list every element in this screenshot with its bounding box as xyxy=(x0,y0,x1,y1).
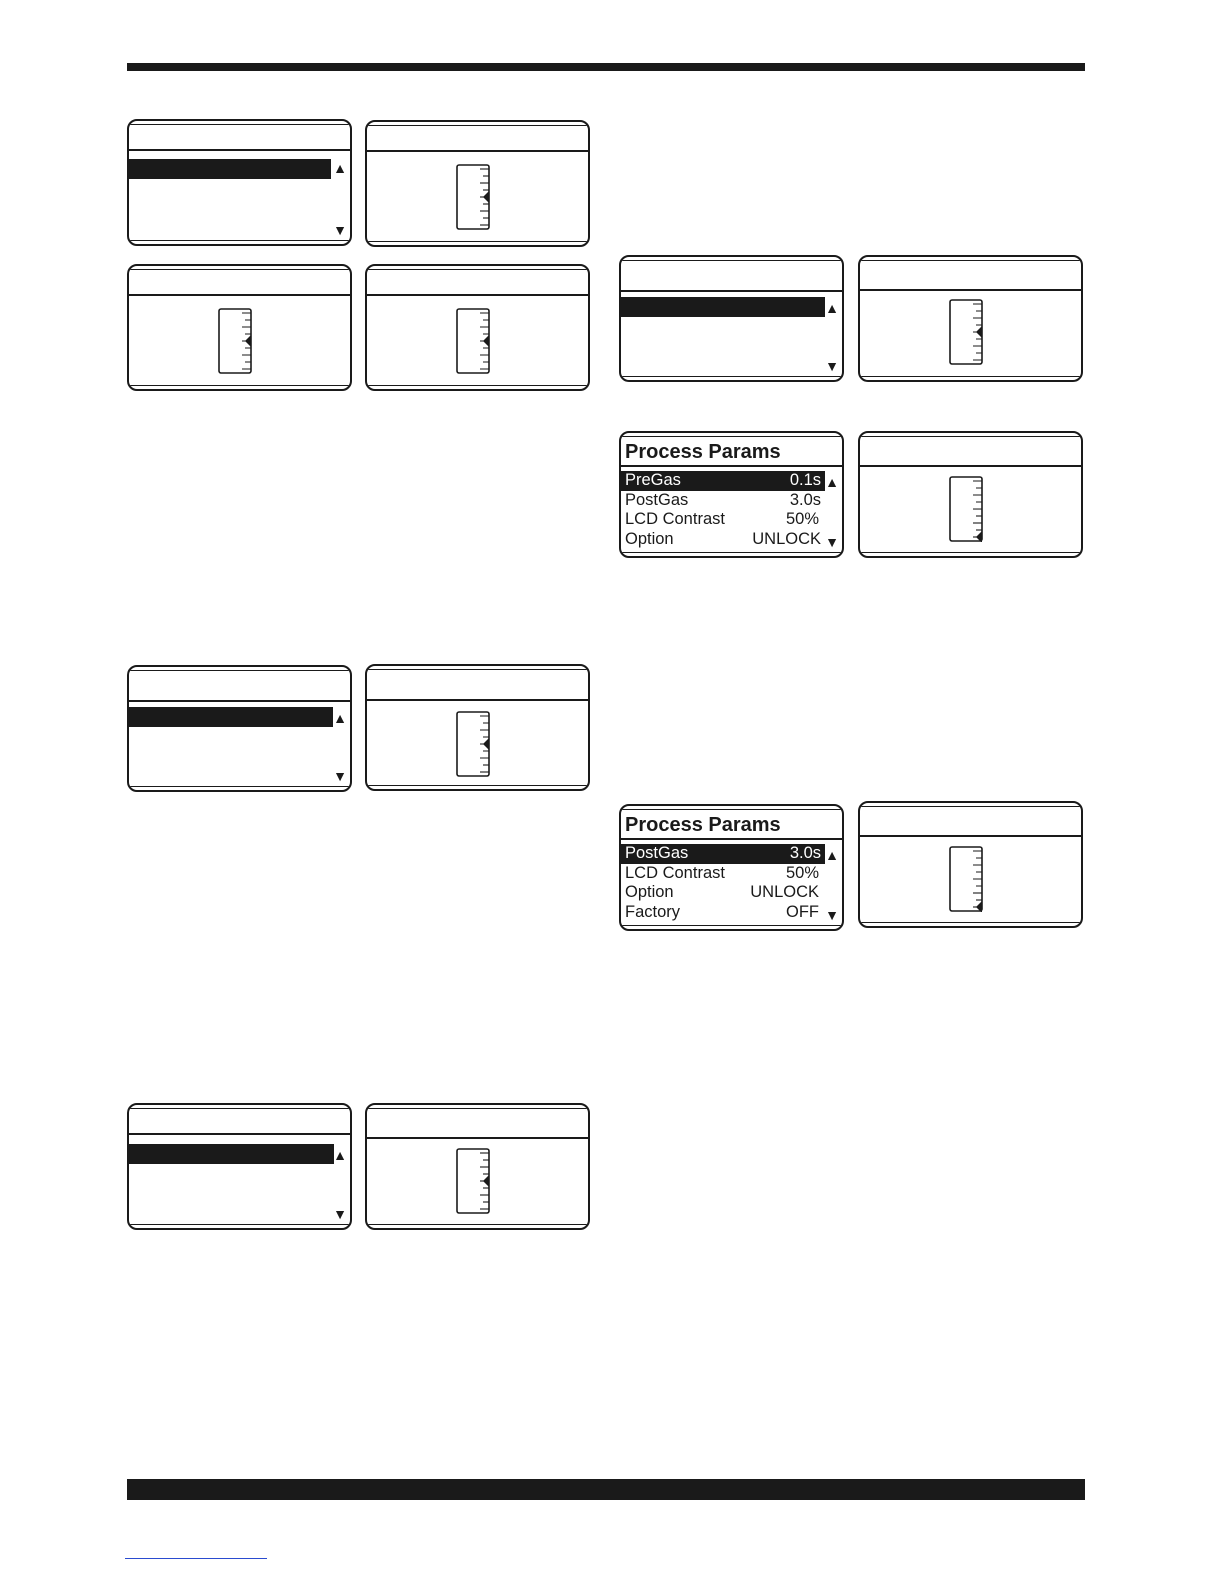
scroll-up-icon: ▲ xyxy=(825,847,839,863)
param-row-lcd-contrast[interactable] xyxy=(625,510,821,530)
param-value: 3.0s xyxy=(789,844,821,862)
screen-header xyxy=(367,266,588,296)
level-gauge xyxy=(949,846,983,912)
level-gauge xyxy=(456,164,490,230)
param-label: LCD Contrast xyxy=(625,863,725,882)
param-row-option[interactable] xyxy=(625,883,821,903)
param-row-factory[interactable] xyxy=(625,903,821,923)
screen-header xyxy=(129,1105,350,1135)
param-label: PostGas xyxy=(625,844,689,862)
screen-header xyxy=(860,257,1081,291)
scroll-up-icon: ▲ xyxy=(333,160,347,176)
level-gauge xyxy=(949,299,983,365)
screen-header xyxy=(860,433,1081,467)
screen-header xyxy=(621,257,842,292)
level-gauge xyxy=(949,476,983,542)
param-row-pregas[interactable] xyxy=(625,471,821,491)
param-list xyxy=(625,471,821,550)
param-label: LCD Contrast xyxy=(625,510,725,529)
param-value: 50% xyxy=(785,863,819,882)
selection-bar xyxy=(129,1144,334,1164)
param-label: PreGas xyxy=(625,471,681,489)
screen-header xyxy=(367,1105,588,1139)
bottom-rule xyxy=(127,1479,1085,1500)
param-row-postgas[interactable] xyxy=(625,491,821,511)
param-row-postgas[interactable] xyxy=(625,844,821,864)
param-label: Option xyxy=(625,883,674,902)
screen-header xyxy=(621,433,842,467)
screen-header xyxy=(129,121,350,151)
param-value: 3.0s xyxy=(789,490,821,509)
menu-screen-d xyxy=(619,255,844,382)
gauge-screen-e xyxy=(365,1103,590,1230)
screen-header xyxy=(621,806,842,840)
process-params-screen-1 xyxy=(619,431,844,558)
screen-header xyxy=(367,122,588,152)
footer-link-underline xyxy=(125,1558,267,1559)
menu-screen-c xyxy=(127,1103,352,1230)
level-gauge xyxy=(218,308,252,374)
selection-bar xyxy=(129,159,331,179)
scroll-down-icon: ▼ xyxy=(333,222,347,238)
screen-header xyxy=(129,667,350,702)
param-label: Factory xyxy=(625,903,681,922)
screen-header xyxy=(367,666,588,701)
gauge-screen-g xyxy=(858,431,1083,558)
param-value: UNLOCK xyxy=(752,530,821,549)
param-value: 0.1s xyxy=(789,471,821,489)
param-row-lcd-contrast[interactable] xyxy=(625,864,821,884)
param-value: UNLOCK xyxy=(750,883,819,902)
scroll-down-icon: ▼ xyxy=(825,907,839,923)
screen-header xyxy=(129,266,350,296)
param-list xyxy=(625,844,821,923)
gauge-screen-d xyxy=(365,664,590,791)
top-rule xyxy=(127,63,1085,71)
screen-header xyxy=(860,803,1081,837)
scroll-up-icon: ▲ xyxy=(825,300,839,316)
scroll-up-icon: ▲ xyxy=(333,1147,347,1163)
menu-screen-b xyxy=(127,665,352,792)
scroll-up-icon: ▲ xyxy=(825,474,839,490)
param-label: PostGas xyxy=(625,490,689,509)
scroll-up-icon: ▲ xyxy=(333,710,347,726)
param-label: Option xyxy=(625,530,674,549)
scroll-down-icon: ▼ xyxy=(333,768,347,784)
scroll-down-icon: ▼ xyxy=(333,1206,347,1222)
param-value: OFF xyxy=(786,903,819,922)
screen-title: Process Params xyxy=(625,814,781,836)
level-gauge xyxy=(456,711,490,777)
gauge-screen-f xyxy=(858,255,1083,382)
selection-bar xyxy=(129,707,333,727)
selection-bar xyxy=(621,297,825,317)
scroll-down-icon: ▼ xyxy=(825,534,839,550)
menu-screen-a xyxy=(127,119,352,246)
param-row-option[interactable] xyxy=(625,530,821,550)
level-gauge xyxy=(456,308,490,374)
level-gauge xyxy=(456,1148,490,1214)
gauge-screen-a xyxy=(365,120,590,247)
gauge-screen-b xyxy=(127,264,352,391)
param-value: 50% xyxy=(785,510,819,529)
gauge-screen-h xyxy=(858,801,1083,928)
scroll-down-icon: ▼ xyxy=(825,358,839,374)
gauge-screen-c xyxy=(365,264,590,391)
process-params-screen-2 xyxy=(619,804,844,931)
screen-title: Process Params xyxy=(625,441,781,463)
